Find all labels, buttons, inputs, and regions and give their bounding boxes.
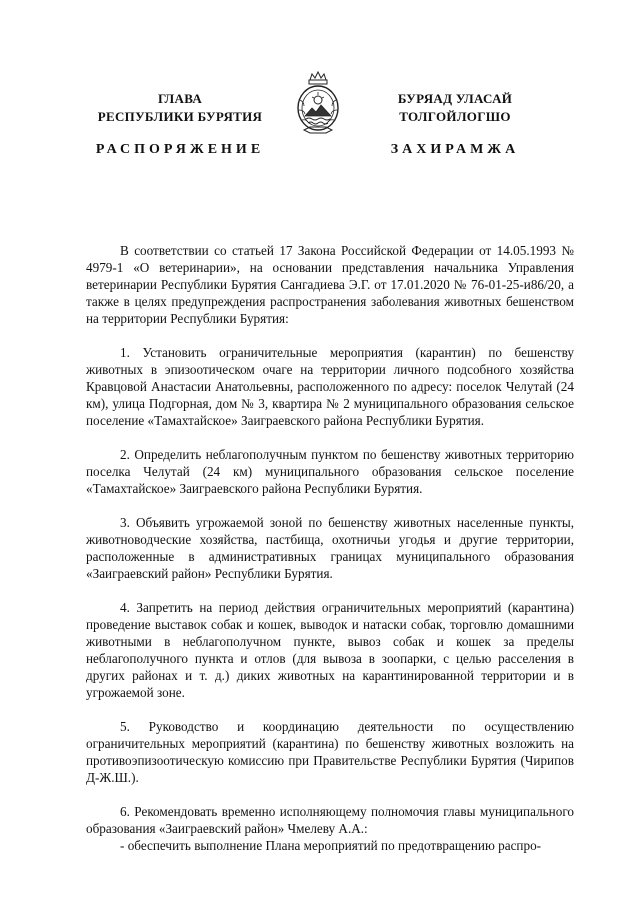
document-body	[86, 242, 574, 854]
doc-type-left: РАСПОРЯЖЕНИЕ	[95, 142, 265, 157]
item-4-paragraph: 4. Запретить на период действия ограничительных мероприятий (карантина) проведение выставок собак и кошек, выводок и натаски собак, торговлю домашними животными в неблагополучном пункте, вывоз собак и кошек за пределы неблагополучного пункта и отлов (для вывоза в зоопарки, с целью расселения в других районах и т. д.) диких животных на карантинированной территории и в угрожаемой зоне.	[86, 600, 574, 700]
preamble-paragraph: В соответствии со статьей 17 Закона Российской Федерации от 14.05.1993 № 4979-1 «О ветеринарии», на основании представления начальника Управления ветеринарии Республики Бурятия Сангадиева Э.Г. от 17.01.2020 № 76-01-25-и86/20, а также в целях предупреждения распространения заболевания животных бешенством на территории Республики Бурятия:	[86, 243, 574, 326]
item-5-paragraph: 5. Руководство и координацию деятельности по осуществлению ограничительных мероприятий (карантина) по бешенству животных возложить на противоэпизоотическую комиссию при Правительстве Республики Бурятия (Чирипов Д-Ж.Ш.).	[86, 719, 574, 785]
doc-type-right: ЗАХИРАМЖА	[390, 142, 520, 157]
header-left-line2: РЕСПУБЛИКИ БУРЯТИЯ	[97, 109, 263, 124]
item-1-paragraph: 1. Установить ограничительные мероприятия (карантин) по бешенству животных в эпизоотическом очаге на территории личного подсобного хозяйства Кравцовой Анастасии Анатольевны, расположенного по адресу: поселок Челутай (24 км), улица Подгорная, дом № 3, квартира № 2 муниципального образования сельское поселение «Тамахтайское» Заиграевского района Республики Бурятия.	[86, 345, 574, 428]
item-3-paragraph: 3. Объявить угрожаемой зоной по бешенству животных населенные пункты, животноводческие хозяйства, пастбища, охотничьи угодья и другие территории, расположенные в административных границах муниципального образования «Заиграевский район» Республики Бурятия.	[86, 515, 574, 581]
header-right-line2: ТОЛГОЙЛОГШО	[399, 109, 511, 124]
header-right	[345, 90, 565, 126]
header-left-line1: ГЛАВА	[157, 91, 203, 106]
header-left	[70, 90, 290, 126]
header-right-line1: БУРЯАД УЛАСАЙ	[397, 91, 513, 106]
item-2-paragraph: 2. Определить неблагополучным пунктом по бешенству животных территорию поселка Челутай (24 км) муниципального образования сельское поселение «Тамахтайское» Заиграевского района Республики Бурятия.	[86, 447, 574, 496]
item-6-paragraph: 6. Рекомендовать временно исполняющему полномочия главы муниципального образования «Заиграевский район» Чмелеву А.А.:	[86, 804, 574, 836]
republic-emblem-icon	[294, 70, 342, 142]
item-6-sub-1: - обеспечить выполнение Плана мероприятий по предотвращению распро-	[120, 838, 542, 853]
